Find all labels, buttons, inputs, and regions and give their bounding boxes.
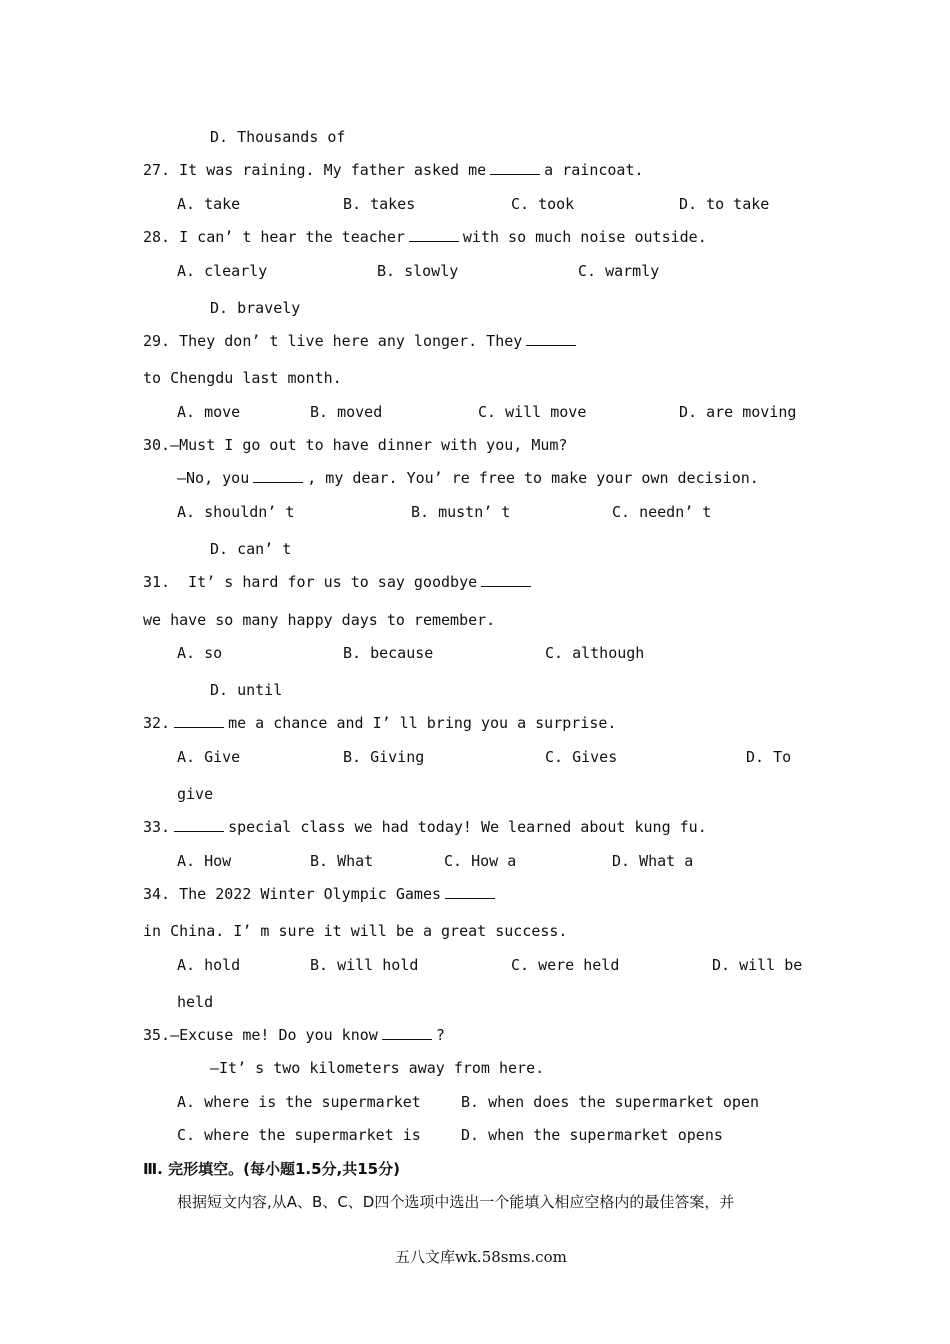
q30-option-d: D. can’ t <box>210 540 292 558</box>
q32-option-a: A. Give <box>177 748 241 766</box>
question-number: 33. <box>143 818 171 836</box>
question-text: ? <box>435 1026 445 1044</box>
q34-option-a: A. hold <box>177 956 241 974</box>
question-text: I can’ t hear the teacher <box>179 228 405 246</box>
question-text: , my dear. You’ re free to make your own decision. <box>307 469 759 487</box>
answer-blank <box>174 817 224 832</box>
question-33 <box>143 817 707 837</box>
q33-option-a: A. How <box>177 852 232 870</box>
question-28 <box>143 227 707 247</box>
q28-option-b: B. slowly <box>377 262 459 280</box>
question-text: —No, you <box>177 469 250 487</box>
question-number: 29. <box>143 332 171 350</box>
question-number: 28. <box>143 228 171 246</box>
question-text: It was raining. My father asked me <box>179 161 487 179</box>
q31-option-b: B. because <box>343 644 434 662</box>
q33-option-b: B. What <box>310 852 374 870</box>
question-text: —Must I go out to have dinner with you, Mum? <box>170 436 568 454</box>
answer-blank <box>526 331 576 346</box>
q27-option-d: D. to take <box>679 195 770 213</box>
question-text: It’ s hard for us to say goodbye <box>188 573 478 591</box>
q32-option-d: D. To <box>746 748 792 766</box>
question-30-reply <box>177 468 759 488</box>
q31-option-c: C. although <box>545 644 645 662</box>
q27-option-a: A. take <box>177 195 241 213</box>
question-text: me a chance and I’ ll bring you a surprise. <box>228 714 617 732</box>
question-31-continuation: we have so many happy days to remember. <box>143 611 496 629</box>
question-29-continuation: to Chengdu last month. <box>143 369 342 387</box>
q30-option-b: B. mustn’ t <box>411 503 511 521</box>
question-32 <box>143 713 616 733</box>
q31-option-d: D. until <box>210 681 283 699</box>
question-30 <box>143 435 567 455</box>
answer-blank <box>481 572 531 587</box>
question-text: —Excuse me! Do you know <box>170 1026 378 1044</box>
question-number: 30. <box>143 436 171 454</box>
q32-option-b: B. Giving <box>343 748 425 766</box>
q29-option-a: A. move <box>177 403 241 421</box>
question-29 <box>143 331 580 351</box>
question-text: a raincoat. <box>544 161 644 179</box>
question-number: 27. <box>143 161 171 179</box>
section-title: Ⅲ. 完形填空。(每小题1.5分,共15分) <box>143 1160 400 1178</box>
footer-watermark: 五八文库wk.58sms.com <box>395 1248 567 1266</box>
q29-option-b: B. moved <box>310 403 383 421</box>
answer-blank <box>409 227 459 242</box>
question-35 <box>143 1025 445 1045</box>
q35-option-b: B. when does the supermarket open <box>461 1093 760 1111</box>
q35-option-d: D. when the supermarket opens <box>461 1126 723 1144</box>
q35-option-a: A. where is the supermarket <box>177 1093 421 1111</box>
answer-blank <box>253 468 303 483</box>
q30-option-c: C. needn’ t <box>612 503 712 521</box>
q32-option-c: C. Gives <box>545 748 618 766</box>
answer-blank <box>174 713 224 728</box>
q34-option-d: D. will be <box>712 956 803 974</box>
q29-option-d: D. are moving <box>679 403 797 421</box>
answer-blank <box>382 1025 432 1040</box>
answer-blank <box>445 884 495 899</box>
question-number: 34. <box>143 885 171 903</box>
q35-option-c: C. where the supermarket is <box>177 1126 421 1144</box>
question-text: with so much noise outside. <box>462 228 707 246</box>
question-number: 32. <box>143 714 171 732</box>
q30-option-a: A. shouldn’ t <box>177 503 295 521</box>
q28-option-c: C. warmly <box>578 262 660 280</box>
q27-option-c: C. took <box>511 195 575 213</box>
question-34 <box>143 884 499 904</box>
q29-option-c: C. will move <box>478 403 587 421</box>
question-number: 31. <box>143 573 171 591</box>
q26-option-d: D. Thousands of <box>210 128 346 146</box>
question-text: The 2022 Winter Olympic Games <box>179 885 442 903</box>
question-34-continuation: in China. I’ m sure it will be a great success. <box>143 922 568 940</box>
q28-option-d: D. bravely <box>210 299 301 317</box>
q31-option-a: A. so <box>177 644 223 662</box>
question-35-reply: —It’ s two kilometers away from here. <box>210 1059 545 1077</box>
answer-blank <box>490 160 540 175</box>
q28-option-a: A. clearly <box>177 262 268 280</box>
q34-option-c: C. were held <box>511 956 620 974</box>
q27-option-b: B. takes <box>343 195 416 213</box>
question-text: They don’ t live here any longer. They <box>179 332 523 350</box>
question-text: special class we had today! We learned about kung fu. <box>228 818 707 836</box>
question-27 <box>143 160 644 180</box>
q32-option-d-continuation: give <box>177 785 214 803</box>
question-number: 35. <box>143 1026 171 1044</box>
q34-option-d-continuation: held <box>177 993 214 1011</box>
q33-option-d: D. What a <box>612 852 694 870</box>
question-31 <box>143 572 535 592</box>
q33-option-c: C. How a <box>444 852 517 870</box>
q34-option-b: B. will hold <box>310 956 419 974</box>
section-instruction: 根据短文内容,从A、B、C、D四个选项中选出一个能填入相应空格内的最佳答案，并 <box>177 1193 735 1211</box>
